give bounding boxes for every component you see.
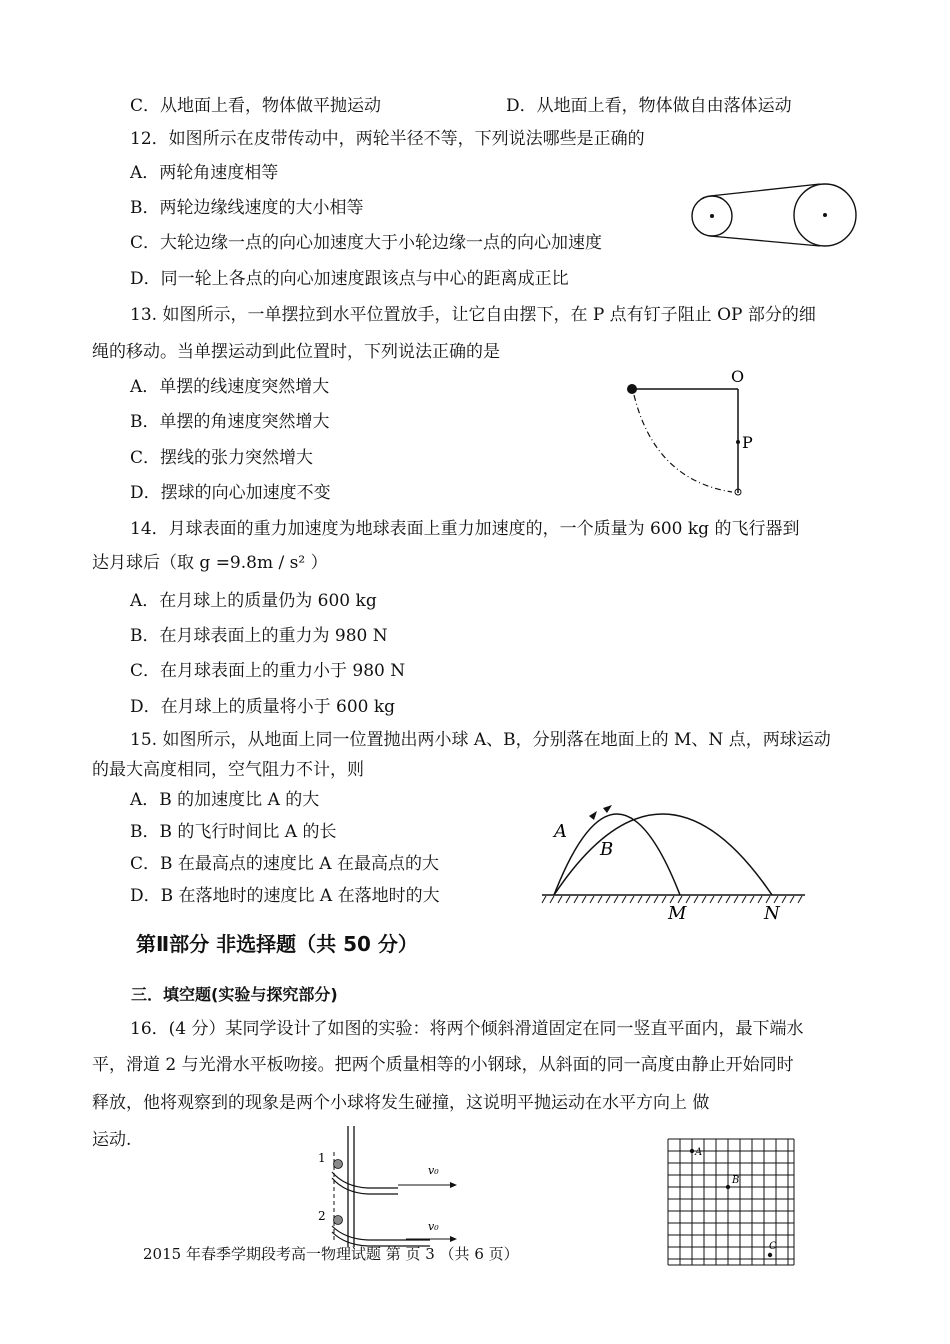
sliding-track-figure [310,1122,470,1250]
q12-option-a: A．两轮角速度相等 [130,163,279,183]
pendulum-label-o: O [731,367,745,386]
q16-line3: 释放，他将观察到的现象是两个小球将发生碰撞，这说明平抛运动在水平方向上 做 [92,1093,710,1113]
grid-label-a: A [695,1147,703,1158]
q11-option-d: D．从地面上看，物体做自由落体运动 [506,96,792,116]
track-label-v0-bottom: v₀ [428,1220,439,1233]
q15-option-c: C．B 在最高点的速度比 A 在最高点的大 [130,854,439,874]
grid-figure [666,1137,798,1269]
pendulum-figure [620,365,770,505]
q13-stem-line1: 13. 如图所示，一单摆拉到水平位置放手，让它自由摆下，在 P 点有钉子阻止 OP 部分的细 [130,305,816,325]
q15-option-d: D．B 在落地时的速度比 A 在落地时的大 [130,886,440,906]
grid-label-b: B [732,1175,740,1186]
q16-line2: 平，滑道 2 与光滑水平板吻接。把两个质量相等的小钢球，从斜面的同一高度由静止开始同时 [92,1055,794,1075]
pendulum-label-p: P [742,433,753,452]
q13-option-d: D．摆球的向心加速度不变 [130,483,331,503]
q13-option-a: A．单摆的线速度突然增大 [130,377,330,397]
projectile-label-b: B [600,839,614,860]
q11-option-c: C．从地面上看，物体做平抛运动 [130,96,382,116]
q15-option-b: B．B 的飞行时间比 A 的长 [130,822,337,842]
part2-title: 第Ⅱ部分 非选择题（共 50 分） [136,932,418,956]
q16-line4: 运动. [92,1130,132,1150]
q12-stem: 12．如图所示在皮带传动中，两轮半径不等，下列说法哪些是正确的 [130,129,645,149]
belt-drive-figure [690,182,860,252]
track-label-1: 1 [318,1151,326,1165]
q14-stem-line2: 达月球后（取 g =9.8m / s² ） [92,553,328,573]
projectile-label-m: M [668,903,687,924]
q13-option-b: B．单摆的角速度突然增大 [130,412,330,432]
q14-stem-line1: 14．月球表面的重力加速度为地球表面上重力加速度的，一个质量为 600 kg 的飞行器到 [130,519,800,539]
q16-line1: 16．(4 分）某同学设计了如图的实验：将两个倾斜滑道固定在同一竖直平面内，最下端水 [130,1019,804,1039]
q15-stem-line2: 的最大高度相同，空气阻力不计，则 [92,760,364,780]
q14-option-a: A．在月球上的质量仍为 600 kg [130,591,377,611]
q12-option-d: D．同一轮上各点的向心加速度跟该点与中心的距离成正比 [130,269,569,289]
q15-option-a: A．B 的加速度比 A 的大 [130,790,320,810]
section3-title: 三．填空题(实验与探究部分) [131,985,338,1004]
q12-option-c: C．大轮边缘一点的向心加速度大于小轮边缘一点的向心加速度 [130,233,603,253]
q14-option-c: C．在月球表面上的重力小于 980 N [130,661,406,681]
track-label-v0-top: v₀ [428,1164,439,1177]
page-footer: 2015 年春季学期段考高一物理试题 第 页 3 （共 6 页） [143,1245,519,1263]
q14-option-b: B．在月球表面上的重力为 980 N [130,626,388,646]
q14-option-d: D．在月球上的质量将小于 600 kg [130,697,396,717]
projectile-label-n: N [764,903,780,924]
projectile-figure [540,795,810,925]
q12-option-b: B．两轮边缘线速度的大小相等 [130,198,364,218]
q15-stem-line1: 15. 如图所示，从地面上同一位置抛出两小球 A、B，分别落在地面上的 M、N 点，两球运动 [130,730,831,750]
projectile-label-a: A [554,821,567,842]
track-label-2: 2 [318,1209,326,1223]
q13-stem-line2: 绳的移动。当单摆运动到此位置时，下列说法正确的是 [92,342,500,362]
grid-label-c: C [769,1241,777,1252]
q13-option-c: C．摆线的张力突然增大 [130,448,314,468]
